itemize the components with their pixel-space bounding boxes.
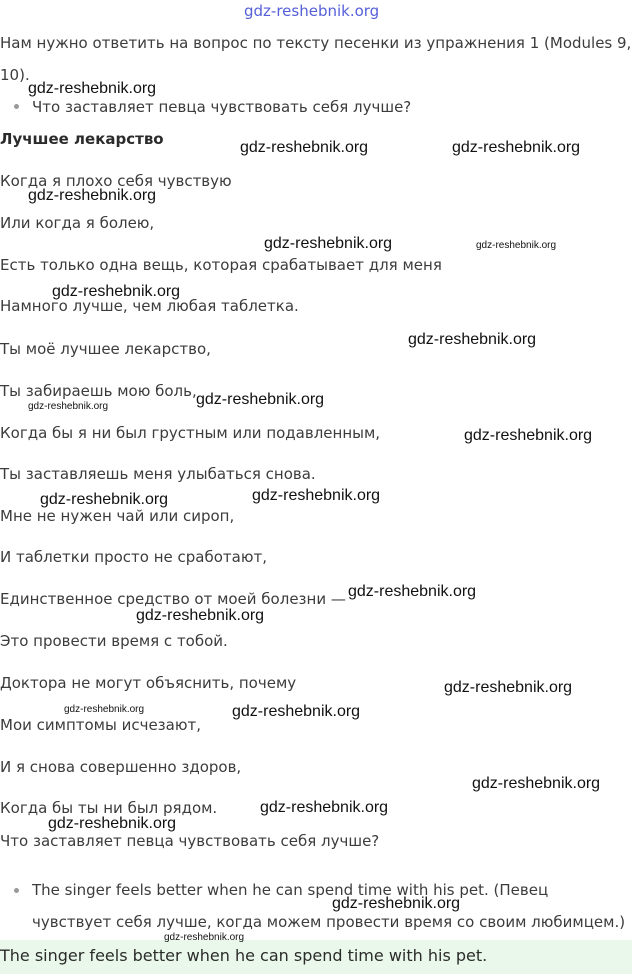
watermark: gdz-reshebnik.org	[232, 703, 361, 720]
watermark: gdz-reshebnik.org	[136, 607, 265, 624]
song-line: Мои симптомы исчезают,	[0, 716, 201, 734]
song-line: Мне не нужен чай или сироп,	[0, 507, 235, 525]
question-repeat: Что заставляет певца чувствовать себя лучше?	[0, 832, 380, 850]
song-line: Когда бы я ни был грустным или подавленным,	[0, 424, 381, 442]
watermark: gdz-reshebnik.org	[260, 799, 389, 816]
intro-line-1: Нам нужно ответить на вопрос по тексту песенки из упражнения 1 (Modules 9,	[0, 34, 632, 52]
answer-highlight: The singer feels better when he can spend time with his pet.	[0, 946, 488, 965]
watermark: gdz-reshebnik.org	[28, 401, 109, 412]
watermark: gdz-reshebnik.org	[40, 491, 169, 508]
watermark: gdz-reshebnik.org	[28, 80, 157, 97]
watermark: gdz-reshebnik.org	[472, 775, 601, 792]
intro-line-2: 10).	[0, 66, 30, 84]
song-line: Намного лучше, чем любая таблетка.	[0, 297, 299, 315]
watermark-top: gdz-reshebnik.org	[244, 2, 380, 20]
watermark: gdz-reshebnik.org	[332, 895, 461, 912]
song-line: Это провести время с тобой.	[0, 632, 228, 650]
watermark: gdz-reshebnik.org	[408, 331, 537, 348]
question-bullet: Что заставляет певца чувствовать себя лучше?	[32, 98, 412, 116]
bullet-dot-icon	[14, 888, 19, 893]
answer-bullet-line-1: The singer feels better when he can spend time with his pet. (Певец	[32, 881, 549, 899]
watermark: gdz-reshebnik.org	[464, 427, 593, 444]
song-line: Единственное средство от моей болезни —	[0, 590, 346, 608]
watermark: gdz-reshebnik.org	[252, 487, 381, 504]
watermark: gdz-reshebnik.org	[348, 583, 477, 600]
watermark: gdz-reshebnik.org	[48, 815, 177, 832]
song-line: Есть только одна вещь, которая срабатывает для меня	[0, 256, 442, 274]
watermark: gdz-reshebnik.org	[444, 679, 573, 696]
watermark: gdz-reshebnik.org	[164, 932, 245, 943]
song-line: Когда я плохо себя чувствую	[0, 172, 232, 190]
watermark: gdz-reshebnik.org	[28, 187, 157, 204]
bullet-dot-icon	[14, 104, 19, 109]
watermark: gdz-reshebnik.org	[196, 391, 325, 408]
song-title: Лучшее лекарство	[0, 130, 164, 148]
song-line: Ты забираешь мою боль,	[0, 382, 197, 400]
watermark: gdz-reshebnik.org	[476, 240, 557, 251]
answer-bullet-line-2: чувствует себя лучше, когда можем провести время со своим любимцем.)	[32, 913, 626, 931]
song-line: Ты заставляешь меня улыбаться снова.	[0, 465, 316, 483]
watermark: gdz-reshebnik.org	[452, 139, 581, 156]
watermark: gdz-reshebnik.org	[52, 283, 181, 300]
watermark: gdz-reshebnik.org	[240, 139, 369, 156]
song-line: Доктора не могут объяснить, почему	[0, 674, 297, 692]
watermark: gdz-reshebnik.org	[64, 704, 145, 715]
song-line: И я снова совершенно здоров,	[0, 758, 242, 776]
song-line: И таблетки просто не сработают,	[0, 548, 267, 566]
song-line: Когда бы ты ни был рядом.	[0, 799, 218, 817]
song-line: Ты моё лучшее лекарство,	[0, 340, 211, 358]
watermark: gdz-reshebnik.org	[264, 235, 393, 252]
song-line: Или когда я болею,	[0, 214, 155, 232]
